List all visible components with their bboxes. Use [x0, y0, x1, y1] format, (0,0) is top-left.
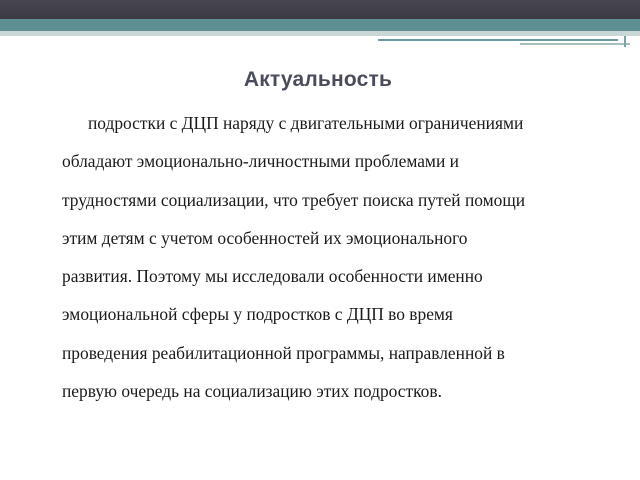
- body-line: трудностями социализации, что требует поиска путей помощи: [62, 189, 526, 210]
- slide-title: [0, 68, 640, 92]
- body-line: эмоциональной сферы у подростков с ДЦП во время: [62, 304, 453, 325]
- body-line: подростки с ДЦП наряду с двигательными ограничениями: [88, 113, 524, 133]
- decorative-tick: [624, 36, 626, 47]
- body-paragraph: [62, 104, 634, 410]
- header-dark-band: [0, 0, 640, 19]
- body-line: проведения реабилитационной программы, направленной в: [62, 342, 505, 363]
- header-teal-band: [0, 19, 640, 31]
- body-line: развития. Поэтому мы исследовали особенности именно: [62, 266, 483, 287]
- body-line: первую очередь на социализацию этих подростков.: [62, 381, 442, 402]
- slide-title-text: Актуальность: [243, 68, 393, 91]
- decorative-line: [378, 39, 618, 41]
- body-line: этим детям с учетом особенностей их эмоционального: [62, 227, 468, 248]
- body-line: обладают эмоционально-личностными проблемами и: [62, 151, 459, 172]
- header-light-band: [0, 31, 640, 36]
- decorative-line-short: [520, 43, 630, 45]
